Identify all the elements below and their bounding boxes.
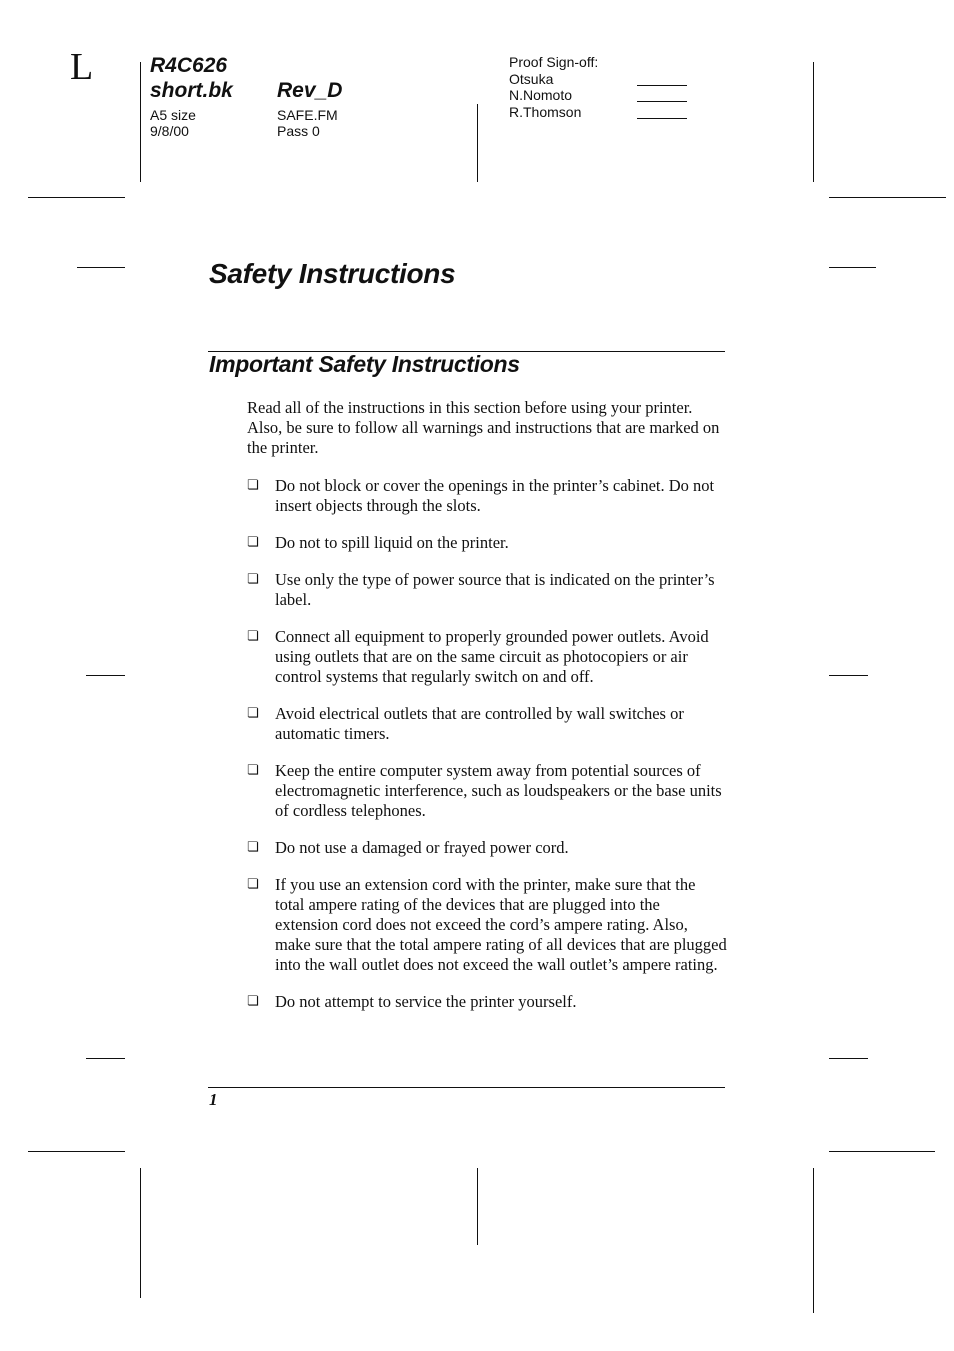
checkbox-bullet-icon: ❏ [247, 763, 259, 778]
list-item-text: Do not to spill liquid on the printer. [275, 533, 509, 552]
signature-line [637, 118, 687, 119]
checkbox-bullet-icon: ❏ [247, 840, 259, 855]
list-item-text: Do not use a damaged or frayed power cord. [275, 838, 569, 857]
book-name: short.bk [150, 79, 233, 102]
doc-date: 9/8/00 [150, 123, 189, 139]
signature-line [637, 85, 687, 86]
page-number: 1 [209, 1090, 218, 1109]
crop-mark [829, 267, 876, 268]
crop-mark [829, 1151, 935, 1152]
crop-mark [477, 1168, 478, 1245]
list-item [247, 627, 727, 687]
signature-line [637, 101, 687, 102]
proof-signoff-label: Proof Sign-off: [509, 54, 599, 70]
signer-name: Otsuka [509, 71, 554, 87]
corner-letter: L [70, 46, 94, 88]
list-item [247, 992, 727, 1012]
list-item [247, 704, 727, 744]
crop-mark [829, 197, 946, 198]
section-title: Important Safety Instructions [209, 351, 520, 377]
crop-mark [140, 1168, 141, 1298]
crop-mark [813, 62, 814, 182]
list-item [247, 875, 727, 975]
crop-mark [86, 675, 125, 676]
crop-mark [140, 62, 141, 182]
checkbox-bullet-icon: ❏ [247, 629, 259, 644]
checkbox-bullet-icon: ❏ [247, 706, 259, 721]
crop-mark [28, 1151, 125, 1152]
list-item [247, 838, 727, 858]
footer-rule [208, 1087, 725, 1088]
list-item-text: Use only the type of power source that is indicated on the printer’s label. [275, 570, 715, 609]
crop-mark [28, 197, 125, 198]
checkbox-bullet-icon: ❏ [247, 478, 259, 493]
checkbox-bullet-icon: ❏ [247, 877, 259, 892]
crop-mark [477, 104, 478, 182]
list-item [247, 533, 727, 553]
intro-paragraph: Read all of the instructions in this section before using your printer. Also, be sure to follow all warnings and instructions that are marked on the printer. [247, 398, 720, 457]
signer-name: R.Thomson [509, 104, 582, 120]
revision: Rev_D [277, 79, 343, 102]
paper-size: A5 size [150, 107, 196, 123]
list-item [247, 570, 727, 610]
list-item-text: If you use an extension cord with the printer, make sure that the total ampere rating of the devices that are plugged into the extension cord does not exceed the cord’s ampere rating. Also, make sure that the total ampere rating of all devices that are plugged into the wall outlet does not exceed the wall outlet’s ampere rating. [275, 875, 727, 974]
signer-name: N.Nomoto [509, 87, 573, 103]
doc-code: R4C626 [150, 54, 228, 77]
crop-mark [829, 1058, 868, 1059]
checkbox-bullet-icon: ❏ [247, 535, 259, 550]
crop-mark [86, 1058, 125, 1059]
file-name: SAFE.FM [277, 107, 338, 123]
pass-number: Pass 0 [277, 123, 320, 139]
list-item-text: Connect all equipment to properly grounded power outlets. Avoid using outlets that are on the same circuit as photocopiers or air control systems that regularly switch on and off. [275, 627, 709, 686]
list-item-text: Keep the entire computer system away from potential sources of electromagnetic interference, such as loudspeakers or the base units of cordless telephones. [275, 761, 722, 820]
crop-mark [77, 267, 125, 268]
crop-mark [829, 675, 868, 676]
list-item-text: Do not block or cover the openings in the printer’s cabinet. Do not insert objects through the slots. [275, 476, 715, 515]
safety-list [247, 476, 727, 1029]
list-item-text: Do not attempt to service the printer yourself. [275, 992, 577, 1011]
checkbox-bullet-icon: ❏ [247, 572, 259, 587]
list-item [247, 761, 727, 821]
list-item [247, 476, 727, 516]
page-title: Safety Instructions [209, 258, 456, 289]
crop-mark [813, 1168, 814, 1313]
list-item-text: Avoid electrical outlets that are controlled by wall switches or automatic timers. [275, 704, 684, 743]
checkbox-bullet-icon: ❏ [247, 994, 259, 1009]
